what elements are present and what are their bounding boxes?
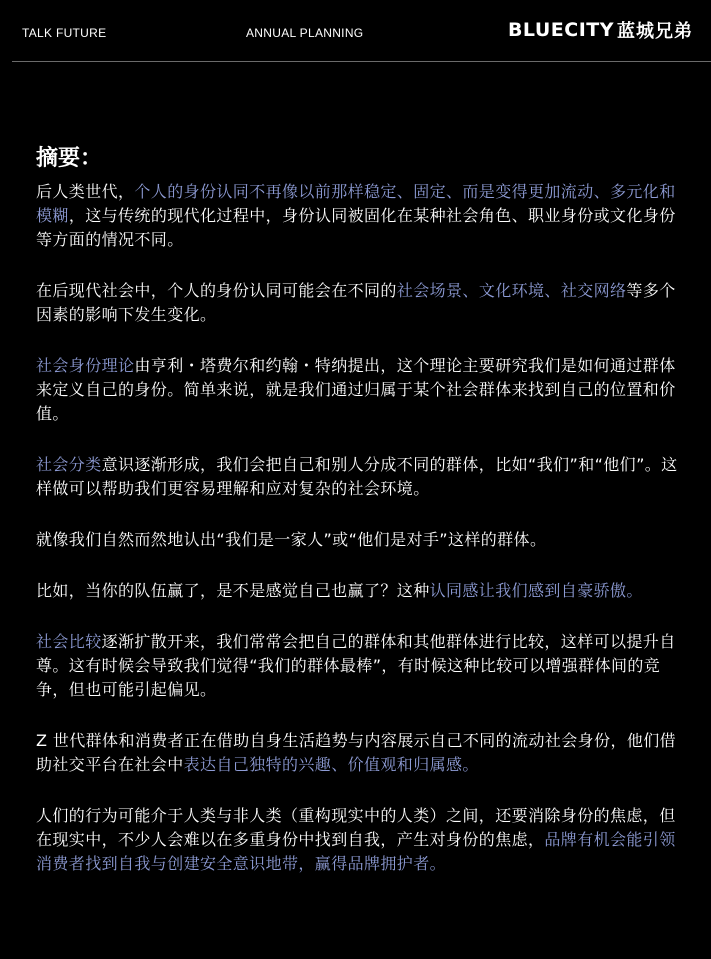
nav-talk-future: TALK FUTURE (22, 26, 107, 40)
highlight-segment: 表达自己独特的兴趣、价值观和归属感。 (183, 755, 479, 774)
paragraph-1 (36, 180, 688, 252)
page-title: 摘要： (36, 146, 103, 171)
header-divider (12, 61, 711, 62)
highlight-segment: 认同感让我们感到自豪骄傲。 (429, 581, 643, 600)
brand-logo (508, 17, 693, 43)
text-segment: 后人类世代， (36, 182, 135, 201)
paragraph-7 (36, 630, 688, 702)
paragraph-8 (36, 729, 688, 777)
paragraph-4 (36, 453, 688, 501)
highlight-segment: 社会身份理论 (36, 356, 135, 375)
text-segment: 人们的行为可能介于人类与非人类（重构现实中的人类）之间，还要消除身份的焦虑，但在现实中，不少人会难以在多重身份中找到自我，产生对身份的焦虑， (36, 806, 676, 849)
paragraph-3 (36, 354, 688, 426)
text-segment: 就像我们自然而然地认出“我们是一家人”或“他们是对手”这样的群体。 (36, 530, 547, 549)
brand-name-latin: BLUECITY (507, 19, 614, 41)
highlight-segment: 品牌有机会能引领消费者找到自我与创建安全意识地带，赢得品牌拥护者。 (36, 830, 676, 873)
brand-name-chinese: 蓝城兄弟 (617, 21, 693, 42)
highlight-segment: 社会比较 (36, 632, 102, 651)
text-segment: 意识逐渐形成，我们会把自己和别人分成不同的群体，比如“我们”和“他们”。这样做可以帮助我们更容易理解和应对复杂的社会环境。 (36, 455, 678, 498)
text-segment: 由亨利・塔费尔和约翰・特纳提出，这个理论主要研究我们是如何通过群体来定义自己的身份。简单来说，就是我们通过归属于某个社会群体来找到自己的位置和价值。 (36, 356, 676, 423)
paragraph-9 (36, 804, 688, 876)
highlight-segment: 社会分类 (36, 455, 102, 474)
text-segment: 比如，当你的队伍赢了，是不是感觉自己也赢了？这种 (36, 581, 430, 600)
nav-annual-planning: ANNUAL PLANNING (246, 26, 364, 40)
paragraph-2 (36, 279, 688, 327)
header (0, 0, 711, 62)
text-segment: 逐渐扩散开来，我们常常会把自己的群体和其他群体进行比较，这样可以提升自尊。这有时候会导致我们觉得“我们的群体最棒”，有时候这种比较可以增强群体间的竞争，但也可能引起偏见。 (36, 632, 676, 699)
highlight-segment: 个人的身份认同不再像以前那样稳定、固定、而是变得更加流动、多元化和模糊 (36, 182, 676, 225)
summary-body (36, 180, 688, 903)
highlight-segment: 社会场景、文化环境、社交网络 (396, 281, 627, 300)
paragraph-6 (36, 579, 688, 603)
text-segment: 在后现代社会中，个人的身份认同可能会在不同的 (36, 281, 397, 300)
text-segment: Z 世代群体和消费者正在借助自身生活趋势与内容展示自己不同的流动社会身份，他们借助社交平台在社会中 (36, 731, 677, 774)
text-segment: ，这与传统的现代化过程中，身份认同被固化在某种社会角色、职业身份或文化身份等方面的情况不同。 (36, 206, 676, 249)
text-segment: 等多个因素的影响下发生变化。 (36, 281, 676, 324)
paragraph-5 (36, 528, 688, 552)
